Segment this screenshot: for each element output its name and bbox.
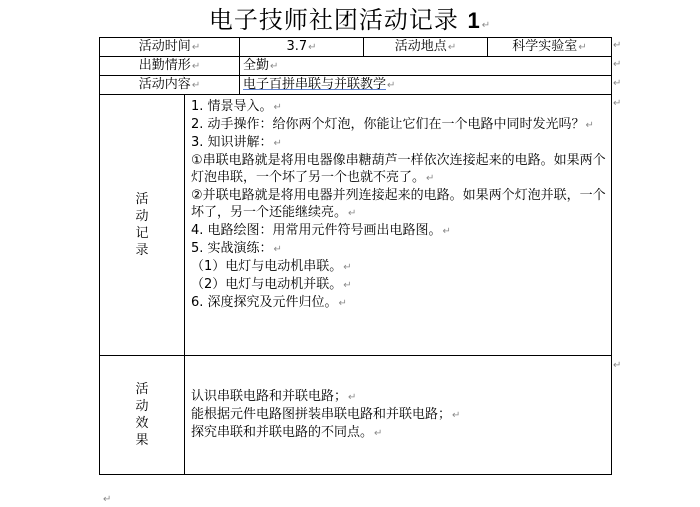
paragraph-mark-icon: ↵ xyxy=(585,120,594,131)
effect-line xyxy=(191,388,607,406)
record-line xyxy=(191,152,607,187)
record-label-char: 记 xyxy=(135,226,149,241)
record-content-cell xyxy=(185,95,612,356)
record-line xyxy=(191,258,607,276)
paragraph-mark-icon: ↵ xyxy=(387,80,396,91)
row-time-place xyxy=(100,38,612,57)
row-end-mark-icon: ↵ xyxy=(613,59,622,70)
record-line xyxy=(191,116,607,134)
row-content xyxy=(100,76,612,95)
effect-label-char: 效 xyxy=(135,416,149,431)
text-segment: ①串联电路就是将用电器像串糖葫芦一样依次连接起来的电路。如果两个灯泡串联，一个坏了另一个也就不亮了。 xyxy=(191,153,606,185)
time-label: 活动时间 xyxy=(138,39,191,54)
row-record xyxy=(100,95,612,356)
paragraph-mark-icon: ↵ xyxy=(348,208,357,219)
paragraph-mark-icon: ↵ xyxy=(273,138,282,149)
paragraph-mark-icon: ↵ xyxy=(343,280,352,291)
row-end-mark-icon: ↵ xyxy=(613,40,622,51)
title-number: 1 xyxy=(467,8,481,33)
content-value: 电子百拼串联与并联教学 xyxy=(243,77,387,92)
paragraph-mark-icon: ↵ xyxy=(191,42,201,53)
text-segment: （1）电灯与电动机串联。 xyxy=(191,259,343,274)
record-label-char: 动 xyxy=(135,209,149,224)
content-label-cell xyxy=(100,76,240,95)
row-end-mark-icon: ↵ xyxy=(613,78,622,89)
text-segment: （2）电灯与电动机并联。 xyxy=(191,277,343,292)
activity-record-table xyxy=(99,37,612,475)
text-segment: 2. 动手操作：给你两个灯泡，你能让它们在一个电路中同时发光吗？ xyxy=(191,117,585,132)
place-label: 活动地点 xyxy=(394,39,447,54)
paragraph-mark-icon: ↵ xyxy=(308,42,317,53)
row-end-mark-icon: ↵ xyxy=(613,98,622,109)
paragraph-mark-icon: ↵ xyxy=(426,173,435,184)
text-segment: 3. 知识讲解： xyxy=(191,135,273,150)
paragraph-mark-icon: ↵ xyxy=(578,42,587,53)
effect-label-char: 动 xyxy=(135,399,149,414)
record-line xyxy=(191,222,607,240)
time-value-cell xyxy=(240,38,364,57)
time-value: 3.7 xyxy=(286,39,308,54)
text-segment: 1. 情景导入。 xyxy=(191,99,273,114)
content-label: 活动内容 xyxy=(138,77,191,92)
paragraph-mark-icon: ↵ xyxy=(273,102,282,113)
record-line xyxy=(191,276,607,294)
paragraph-mark-icon: ↵ xyxy=(447,42,457,53)
paragraph-mark-icon: ↵ xyxy=(343,262,352,273)
record-label-cell xyxy=(100,95,185,356)
title-text: 电子技师社团活动记录 xyxy=(208,6,459,34)
text-segment: 4. 电路绘图：用常用元件符号画出电路图。 xyxy=(191,223,442,238)
record-line xyxy=(191,187,607,222)
attendance-value: 全勤 xyxy=(243,58,270,73)
attendance-label-cell xyxy=(100,57,240,76)
paragraph-mark-icon: ↵ xyxy=(374,428,383,439)
row-effect xyxy=(100,356,612,475)
effect-line xyxy=(191,424,607,442)
text-segment: ②并联电路就是将用电器并列连接起来的电路。如果两个灯泡并联，一个坏了，另一个还能继续亮。 xyxy=(191,188,606,220)
attendance-label: 出勤情形 xyxy=(138,58,191,73)
paragraph-mark-icon: ↵ xyxy=(191,61,201,72)
record-line xyxy=(191,98,607,116)
paragraph-mark-icon: ↵ xyxy=(442,226,451,237)
place-value-cell xyxy=(488,38,612,57)
paragraph-mark-icon: ↵ xyxy=(338,298,347,309)
text-segment: 能根据元件电路图拼装串联电路和并联电路； xyxy=(191,407,452,422)
attendance-value-cell xyxy=(240,57,612,76)
text-segment: 5. 实战演练： xyxy=(191,241,273,256)
row-attendance xyxy=(100,57,612,76)
place-value: 科学实验室 xyxy=(512,39,578,54)
effect-label-char: 活 xyxy=(135,382,149,397)
paragraph-mark-icon: ↵ xyxy=(103,494,112,505)
effect-content-cell xyxy=(185,356,612,475)
record-label-char: 活 xyxy=(135,192,149,207)
paragraph-mark-icon: ↵ xyxy=(481,20,492,31)
record-label-char: 录 xyxy=(135,243,149,258)
paragraph-mark-icon: ↵ xyxy=(452,410,461,421)
place-label-cell xyxy=(364,38,488,57)
paragraph-mark-icon: ↵ xyxy=(191,80,201,91)
content-value-cell xyxy=(240,76,612,95)
paragraph-mark-icon: ↵ xyxy=(273,244,282,255)
paragraph-mark-icon: ↵ xyxy=(348,392,357,403)
paragraph-mark-icon: ↵ xyxy=(270,61,279,72)
row-end-mark-icon: ↵ xyxy=(613,360,622,371)
text-segment: 认识串联电路和并联电路； xyxy=(191,389,348,404)
effect-label-char: 果 xyxy=(135,433,149,448)
text-segment: 探究串联和并联电路的不同点。 xyxy=(191,425,374,440)
text-segment: 6. 深度探究及元件归位。 xyxy=(191,295,338,310)
time-label-cell xyxy=(100,38,240,57)
record-line xyxy=(191,134,607,152)
record-line xyxy=(191,294,607,312)
record-line xyxy=(191,240,607,258)
effect-line xyxy=(191,406,607,424)
effect-label-cell xyxy=(100,356,185,475)
